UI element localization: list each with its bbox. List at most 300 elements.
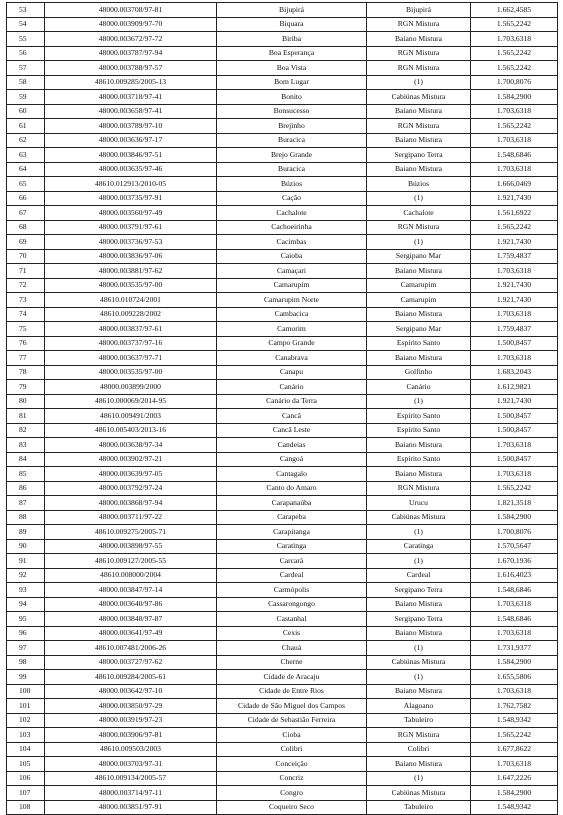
reference-area-cell: Camarupim <box>367 293 471 308</box>
reference-area-cell: Camarupim <box>367 278 471 293</box>
row-number-cell: 78 <box>7 365 45 380</box>
process-number-cell: 48000.003708/97-81 <box>45 3 217 18</box>
process-number-cell: 48610.009285/2005-13 <box>45 75 217 90</box>
reference-area-cell: (1) <box>367 670 471 685</box>
reference-value-cell: 1.500,8457 <box>471 409 558 424</box>
table-row <box>7 119 558 134</box>
table-row <box>7 452 558 467</box>
process-number-cell: 48000.003672/97-72 <box>45 32 217 47</box>
table-row <box>7 409 558 424</box>
process-number-cell: 48610.009503/2003 <box>45 742 217 757</box>
reference-area-cell: Caratinga <box>367 539 471 554</box>
reference-value-cell: 1.703,6318 <box>471 32 558 47</box>
field-name-cell: Buracica <box>217 133 367 148</box>
field-name-cell: Buracica <box>217 162 367 177</box>
process-number-cell: 48000.003640/97-86 <box>45 597 217 612</box>
table-row <box>7 728 558 743</box>
reference-value-cell: 1.921,7430 <box>471 394 558 409</box>
table-row <box>7 148 558 163</box>
reference-area-cell: Canário <box>367 380 471 395</box>
row-number-cell: 94 <box>7 597 45 612</box>
field-name-cell: Cambacica <box>217 307 367 322</box>
process-number-cell: 48610.009228/2002 <box>45 307 217 322</box>
process-number-cell: 48000.003637/97-71 <box>45 351 217 366</box>
reference-value-cell: 1.565,2242 <box>471 220 558 235</box>
row-number-cell: 58 <box>7 75 45 90</box>
reference-value-cell: 1.703,6318 <box>471 467 558 482</box>
reference-area-cell: Baiano Mistura <box>367 757 471 772</box>
reference-value-cell: 1.703,6318 <box>471 684 558 699</box>
field-name-cell: Cancã Leste <box>217 423 367 438</box>
reference-value-cell: 1.703,6318 <box>471 162 558 177</box>
process-number-cell: 48000.003836/97-06 <box>45 249 217 264</box>
process-number-cell: 48000.003535/97-00 <box>45 278 217 293</box>
row-number-cell: 97 <box>7 641 45 656</box>
reference-area-cell: Baiano Mistura <box>367 684 471 699</box>
table-row <box>7 90 558 105</box>
row-number-cell: 88 <box>7 510 45 525</box>
reference-area-cell: Cabiúnas Mistura <box>367 786 471 801</box>
field-name-cell: Camarupim <box>217 278 367 293</box>
field-name-cell: Camaçari <box>217 264 367 279</box>
reference-area-cell: Baiano Mistura <box>367 351 471 366</box>
reference-value-cell: 1.921,7430 <box>471 293 558 308</box>
process-number-cell: 48610.009134/2005-57 <box>45 771 217 786</box>
process-number-cell: 48000.003791/97-61 <box>45 220 217 235</box>
row-number-cell: 62 <box>7 133 45 148</box>
field-name-cell: Cexis <box>217 626 367 641</box>
reference-value-cell: 1.703,6318 <box>471 133 558 148</box>
table-row <box>7 583 558 598</box>
row-number-cell: 87 <box>7 496 45 511</box>
reference-area-cell: Espírito Santo <box>367 452 471 467</box>
reference-area-cell: Baiano Mistura <box>367 597 471 612</box>
row-number-cell: 76 <box>7 336 45 351</box>
table-row <box>7 235 558 250</box>
row-number-cell: 54 <box>7 17 45 32</box>
row-number-cell: 80 <box>7 394 45 409</box>
table-row <box>7 481 558 496</box>
reference-value-cell: 1.670,1936 <box>471 554 558 569</box>
field-name-cell: Chauá <box>217 641 367 656</box>
process-number-cell: 48000.003868/97-94 <box>45 496 217 511</box>
table-row <box>7 220 558 235</box>
process-number-cell: 48000.003636/97-17 <box>45 133 217 148</box>
field-name-cell: Canto do Amaro <box>217 481 367 496</box>
reference-area-cell: (1) <box>367 641 471 656</box>
process-number-cell: 48000.003638/97-34 <box>45 438 217 453</box>
row-number-cell: 102 <box>7 713 45 728</box>
field-name-cell: Cassarongongo <box>217 597 367 612</box>
field-name-cell: Cachalote <box>217 206 367 221</box>
process-number-cell: 48000.003735/97-91 <box>45 191 217 206</box>
reference-value-cell: 1.921,7430 <box>471 278 558 293</box>
row-number-cell: 75 <box>7 322 45 337</box>
field-name-cell: Boa Vista <box>217 61 367 76</box>
field-name-cell: Cacimbas <box>217 235 367 250</box>
table-row <box>7 713 558 728</box>
reference-value-cell: 1.612,9821 <box>471 380 558 395</box>
reference-value-cell: 1.683,2043 <box>471 365 558 380</box>
process-number-cell: 48610.009284/2005-61 <box>45 670 217 685</box>
reference-area-cell: Baiano Mistura <box>367 264 471 279</box>
row-number-cell: 84 <box>7 452 45 467</box>
process-number-cell: 48000.003714/97-11 <box>45 786 217 801</box>
table-row <box>7 568 558 583</box>
table-row <box>7 61 558 76</box>
reference-value-cell: 1.759,4837 <box>471 249 558 264</box>
table-row <box>7 597 558 612</box>
table-row <box>7 525 558 540</box>
process-number-cell: 48000.003736/97-53 <box>45 235 217 250</box>
table-row <box>7 322 558 337</box>
row-number-cell: 66 <box>7 191 45 206</box>
table-row <box>7 612 558 627</box>
reference-area-cell: Tabuleiro <box>367 800 471 815</box>
table-row <box>7 423 558 438</box>
row-number-cell: 68 <box>7 220 45 235</box>
reference-value-cell: 1.703,6318 <box>471 264 558 279</box>
row-number-cell: 64 <box>7 162 45 177</box>
table-row <box>7 3 558 18</box>
reference-area-cell: Espírito Santo <box>367 336 471 351</box>
process-number-cell: 48000.003535/97-00 <box>45 365 217 380</box>
reference-area-cell: Baiano Mistura <box>367 32 471 47</box>
field-name-cell: Biquara <box>217 17 367 32</box>
process-number-cell: 48000.003703/97-31 <box>45 757 217 772</box>
field-name-cell: Carapitanga <box>217 525 367 540</box>
table-body <box>7 3 558 815</box>
reference-area-cell: Tabuleiro <box>367 713 471 728</box>
reference-value-cell: 1.647,2226 <box>471 771 558 786</box>
process-number-cell: 48610.000069/2014-95 <box>45 394 217 409</box>
reference-area-cell: Baiano Mistura <box>367 162 471 177</box>
reference-area-cell: Sergipano Terra <box>367 583 471 598</box>
reference-area-cell: Colibri <box>367 742 471 757</box>
reference-value-cell: 1.616,4023 <box>471 568 558 583</box>
field-name-cell: Cardeal <box>217 568 367 583</box>
row-number-cell: 67 <box>7 206 45 221</box>
field-name-cell: Congro <box>217 786 367 801</box>
reference-value-cell: 1.548,6846 <box>471 148 558 163</box>
reference-value-cell: 1.703,6318 <box>471 438 558 453</box>
row-number-cell: 92 <box>7 568 45 583</box>
field-name-cell: Brejo Grande <box>217 148 367 163</box>
table-row <box>7 757 558 772</box>
reference-area-cell: Baiano Mistura <box>367 438 471 453</box>
field-name-cell: Carcará <box>217 554 367 569</box>
reference-area-cell: RGN Mistura <box>367 17 471 32</box>
reference-area-cell: Baiano Mistura <box>367 626 471 641</box>
process-number-cell: 48000.003902/97-21 <box>45 452 217 467</box>
table-row <box>7 351 558 366</box>
reference-value-cell: 1.666,0469 <box>471 177 558 192</box>
field-name-cell: Cidade de São Miguel dos Campos <box>217 699 367 714</box>
field-name-cell: Cachoeirinha <box>217 220 367 235</box>
reference-value-cell: 1.500,8457 <box>471 423 558 438</box>
reference-area-cell: Cabiúnas Mistura <box>367 510 471 525</box>
row-number-cell: 57 <box>7 61 45 76</box>
reference-value-cell: 1.548,6846 <box>471 612 558 627</box>
reference-area-cell: (1) <box>367 554 471 569</box>
field-name-cell: Canário da Terra <box>217 394 367 409</box>
reference-value-cell: 1.703,6318 <box>471 307 558 322</box>
row-number-cell: 56 <box>7 46 45 61</box>
reference-area-cell: Sergipano Mar <box>367 249 471 264</box>
reference-area-cell: Sergipano Mar <box>367 322 471 337</box>
row-number-cell: 71 <box>7 264 45 279</box>
row-number-cell: 89 <box>7 525 45 540</box>
row-number-cell: 73 <box>7 293 45 308</box>
reference-value-cell: 1.703,6318 <box>471 597 558 612</box>
reference-area-cell: (1) <box>367 525 471 540</box>
reference-value-cell: 1.584,2900 <box>471 786 558 801</box>
row-number-cell: 86 <box>7 481 45 496</box>
table-row <box>7 32 558 47</box>
process-number-cell: 48000.003881/97-62 <box>45 264 217 279</box>
table-row <box>7 162 558 177</box>
table-row <box>7 655 558 670</box>
row-number-cell: 72 <box>7 278 45 293</box>
table-row <box>7 641 558 656</box>
reference-value-cell: 1.759,4837 <box>471 322 558 337</box>
row-number-cell: 77 <box>7 351 45 366</box>
table-row <box>7 365 558 380</box>
process-number-cell: 48610.008000/2004 <box>45 568 217 583</box>
process-number-cell: 48000.003848/97-87 <box>45 612 217 627</box>
row-number-cell: 85 <box>7 467 45 482</box>
reference-area-cell: Búzios <box>367 177 471 192</box>
reference-value-cell: 1.565,2242 <box>471 17 558 32</box>
table-row <box>7 684 558 699</box>
process-number-cell: 48000.003906/97-81 <box>45 728 217 743</box>
table-row <box>7 467 558 482</box>
table-row <box>7 394 558 409</box>
reference-value-cell: 1.561,6922 <box>471 206 558 221</box>
field-name-cell: Campo Grande <box>217 336 367 351</box>
reference-area-cell: Alagoano <box>367 699 471 714</box>
field-name-cell: Concriz <box>217 771 367 786</box>
row-number-cell: 105 <box>7 757 45 772</box>
field-name-cell: Carmópolis <box>217 583 367 598</box>
field-name-cell: Canário <box>217 380 367 395</box>
field-name-cell: Bijupirá <box>217 3 367 18</box>
process-number-cell: 48000.003837/97-61 <box>45 322 217 337</box>
table-row <box>7 771 558 786</box>
table-row <box>7 786 558 801</box>
table-row <box>7 699 558 714</box>
field-name-cell: Biriba <box>217 32 367 47</box>
reference-area-cell: Baiano Mistura <box>367 104 471 119</box>
field-name-cell: Caratinga <box>217 539 367 554</box>
table-row <box>7 742 558 757</box>
reference-area-cell: Cabiúnas Mistura <box>367 90 471 105</box>
process-number-cell: 48610.005403/2013-16 <box>45 423 217 438</box>
process-number-cell: 48000.003919/97-23 <box>45 713 217 728</box>
row-number-cell: 83 <box>7 438 45 453</box>
process-number-cell: 48000.003898/97-55 <box>45 539 217 554</box>
field-name-cell: Cioba <box>217 728 367 743</box>
reference-area-cell: RGN Mistura <box>367 119 471 134</box>
reference-area-cell: RGN Mistura <box>367 46 471 61</box>
reference-area-cell: Cardeal <box>367 568 471 583</box>
field-name-cell: Candeias <box>217 438 367 453</box>
process-number-cell: 48000.003787/97-94 <box>45 46 217 61</box>
reference-area-cell: Sergipano Terra <box>367 612 471 627</box>
field-name-cell: Bom Lugar <box>217 75 367 90</box>
reference-value-cell: 1.500,8457 <box>471 336 558 351</box>
reference-area-cell: Golfinho <box>367 365 471 380</box>
reference-area-cell: (1) <box>367 235 471 250</box>
reference-value-cell: 1.548,9342 <box>471 800 558 815</box>
table-row <box>7 510 558 525</box>
reference-value-cell: 1.565,2242 <box>471 119 558 134</box>
reference-area-cell: Urucu <box>367 496 471 511</box>
table-row <box>7 249 558 264</box>
reference-value-cell: 1.921,7430 <box>471 235 558 250</box>
process-number-cell: 48000.003909/97-70 <box>45 17 217 32</box>
reference-value-cell: 1.548,9342 <box>471 713 558 728</box>
reference-area-cell: Baiano Mistura <box>367 467 471 482</box>
reference-area-cell: Espírito Santo <box>367 423 471 438</box>
table-row <box>7 191 558 206</box>
row-number-cell: 53 <box>7 3 45 18</box>
process-number-cell: 48000.003789/97-10 <box>45 119 217 134</box>
reference-value-cell: 1.731,9377 <box>471 641 558 656</box>
field-name-cell: Cidade de Aracaju <box>217 670 367 685</box>
row-number-cell: 63 <box>7 148 45 163</box>
field-name-cell: Cidade de Sebastião Ferreira <box>217 713 367 728</box>
process-number-cell: 48000.003658/97-41 <box>45 104 217 119</box>
process-number-cell: 48000.003560/97-49 <box>45 206 217 221</box>
field-name-cell: Bonito <box>217 90 367 105</box>
field-name-cell: Cidade de Entre Rios <box>217 684 367 699</box>
process-number-cell: 48000.003642/97-10 <box>45 684 217 699</box>
process-number-cell: 48000.003718/97-41 <box>45 90 217 105</box>
table-row <box>7 75 558 90</box>
table-row <box>7 670 558 685</box>
row-number-cell: 74 <box>7 307 45 322</box>
reference-value-cell: 1.570,5647 <box>471 539 558 554</box>
row-number-cell: 103 <box>7 728 45 743</box>
row-number-cell: 100 <box>7 684 45 699</box>
field-name-cell: Cherne <box>217 655 367 670</box>
table-row <box>7 264 558 279</box>
reference-value-cell: 1.565,2242 <box>471 481 558 496</box>
row-number-cell: 107 <box>7 786 45 801</box>
row-number-cell: 93 <box>7 583 45 598</box>
process-number-cell: 48000.003788/97-57 <box>45 61 217 76</box>
reference-area-cell: Baiano Mistura <box>367 307 471 322</box>
reference-area-cell: Bijupirá <box>367 3 471 18</box>
reference-value-cell: 1.565,2242 <box>471 46 558 61</box>
field-name-cell: Caioba <box>217 249 367 264</box>
field-name-cell: Cação <box>217 191 367 206</box>
field-name-cell: Camarupim Norte <box>217 293 367 308</box>
reference-value-cell: 1.584,2900 <box>471 510 558 525</box>
reference-area-cell: (1) <box>367 394 471 409</box>
process-number-cell: 48610.007481/2006-26 <box>45 641 217 656</box>
reference-value-cell: 1.703,6318 <box>471 104 558 119</box>
field-name-cell: Castanhal <box>217 612 367 627</box>
reference-value-cell: 1.703,6318 <box>471 757 558 772</box>
row-number-cell: 90 <box>7 539 45 554</box>
reference-value-cell: 1.703,6318 <box>471 351 558 366</box>
process-number-cell: 48000.003727/97-62 <box>45 655 217 670</box>
reference-area-cell: Espírito Santo <box>367 409 471 424</box>
field-name-cell: Carapanaúba <box>217 496 367 511</box>
reference-area-cell: (1) <box>367 75 471 90</box>
table-row <box>7 800 558 815</box>
field-name-cell: Colibri <box>217 742 367 757</box>
row-number-cell: 104 <box>7 742 45 757</box>
reference-value-cell: 1.821,3518 <box>471 496 558 511</box>
table-row <box>7 539 558 554</box>
row-number-cell: 101 <box>7 699 45 714</box>
row-number-cell: 82 <box>7 423 45 438</box>
process-number-cell: 48000.003641/97-49 <box>45 626 217 641</box>
reference-area-cell: Baiano Mistura <box>367 133 471 148</box>
row-number-cell: 59 <box>7 90 45 105</box>
table-row <box>7 17 558 32</box>
reference-value-cell: 1.548,6846 <box>471 583 558 598</box>
reference-value-cell: 1.677,8622 <box>471 742 558 757</box>
field-name-cell: Cangoá <box>217 452 367 467</box>
table-row <box>7 496 558 511</box>
table-row <box>7 380 558 395</box>
table-row <box>7 438 558 453</box>
table-row <box>7 336 558 351</box>
table-row <box>7 626 558 641</box>
field-name-cell: Canabrava <box>217 351 367 366</box>
process-number-cell: 48610.009275/2005-71 <box>45 525 217 540</box>
row-number-cell: 55 <box>7 32 45 47</box>
table-row <box>7 104 558 119</box>
reference-value-cell: 1.921,7430 <box>471 191 558 206</box>
field-name-cell: Conceição <box>217 757 367 772</box>
process-number-cell: 48000.003639/97-05 <box>45 467 217 482</box>
row-number-cell: 95 <box>7 612 45 627</box>
row-number-cell: 108 <box>7 800 45 815</box>
process-number-cell: 48000.003792/97-24 <box>45 481 217 496</box>
fields-price-table <box>6 2 558 815</box>
table-row <box>7 307 558 322</box>
process-number-cell: 48000.003899/2000 <box>45 380 217 395</box>
table-row <box>7 278 558 293</box>
field-name-cell: Bonsucesso <box>217 104 367 119</box>
row-number-cell: 65 <box>7 177 45 192</box>
reference-value-cell: 1.655,5806 <box>471 670 558 685</box>
row-number-cell: 70 <box>7 249 45 264</box>
reference-area-cell: (1) <box>367 771 471 786</box>
reference-value-cell: 1.584,2900 <box>471 655 558 670</box>
row-number-cell: 91 <box>7 554 45 569</box>
row-number-cell: 79 <box>7 380 45 395</box>
reference-value-cell: 1.700,8076 <box>471 525 558 540</box>
reference-area-cell: (1) <box>367 191 471 206</box>
table-row <box>7 293 558 308</box>
reference-value-cell: 1.700,8076 <box>471 75 558 90</box>
field-name-cell: Cancã <box>217 409 367 424</box>
field-name-cell: Cantagalo <box>217 467 367 482</box>
process-number-cell: 48000.003711/97-22 <box>45 510 217 525</box>
row-number-cell: 60 <box>7 104 45 119</box>
table-row <box>7 133 558 148</box>
row-number-cell: 98 <box>7 655 45 670</box>
process-number-cell: 48000.003851/97-91 <box>45 800 217 815</box>
reference-value-cell: 1.703,6318 <box>471 626 558 641</box>
field-name-cell: Camorim <box>217 322 367 337</box>
